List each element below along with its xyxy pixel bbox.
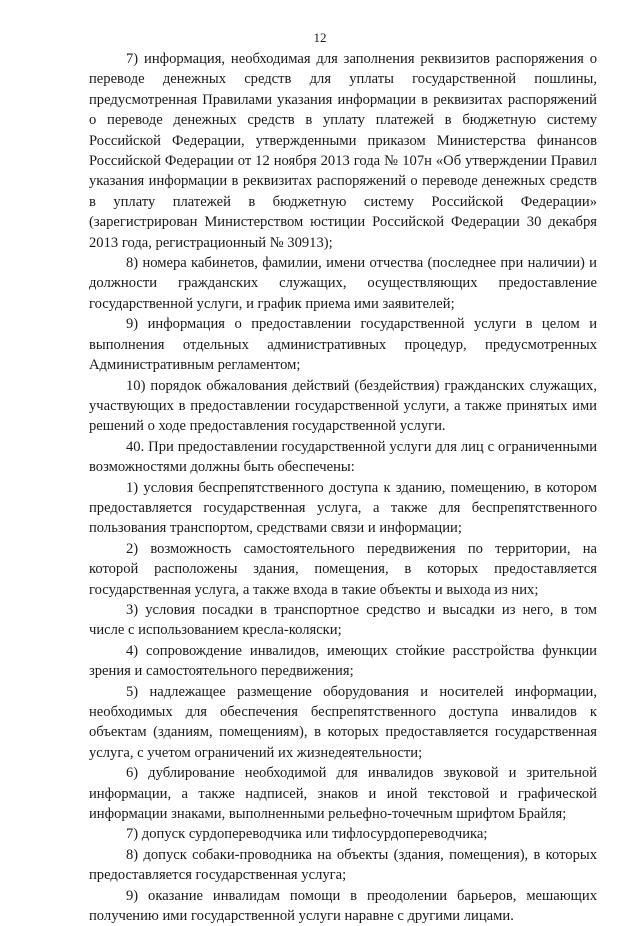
paragraph-item-10-appeal-procedure: 10) порядок обжалования действий (бездействия) гражданских служащих, участвующих в предоставлении государственной услуги, а также принятых ими решений о ходе предоставления государственной услуги.: [89, 377, 597, 435]
paragraph-access-4: 4) сопровождение инвалидов, имеющих стойкие расстройства функции зрения и самостоятельного передвижения;: [89, 642, 597, 680]
page-number: 12: [313, 30, 327, 45]
paragraph-access-7: 7) допуск сурдопереводчика или тифлосурдопереводчика;: [126, 826, 488, 843]
paragraph-item-7-payment-details: 7) информация, необходимая для заполнения реквизитов распоряжения о переводе денежных средств для уплаты государственной пошлины, предусмотренная Правилами указания информации в реквизитах распоряжений о переводе денежных средств в уплату платежей в бюджетную систему Российской Федерации, утвержденными приказом Министерства финансов Российской Федерации от 12 ноября 2013 года № 107н «Об утверждении Правил указания информации в реквизитах распоряжений о переводе денежных средств в уплату платежей в бюджетную систему Российской Федерации» (зарегистрирован Министерством юстиции Российской Федерации 30 декабря 2013 года, регистрационный № 30913);: [89, 51, 597, 251]
paragraph-access-9: 9) оказание инвалидам помощи в преодолении барьеров, мешающих получению ими государственной услуги наравне с другими лицами.: [89, 887, 597, 925]
document-body: [89, 49, 597, 926]
paragraph-access-5: 5) надлежащее размещение оборудования и носителей информации, необходимых для обеспечения беспрепятственного доступа инвалидов к объектам (зданиям, помещениям), в которых предоставляется государственная услуга, с учетом ограничений их жизнедеятельности;: [89, 683, 597, 761]
paragraph-clause-40: 40. При предоставлении государственной услуги для лиц с ограниченными возможностями должны быть обеспечены:: [89, 438, 597, 476]
paragraph-access-6: 6) дублирование необходимой для инвалидов звуковой и зрительной информации, а также надписей, знаков и иной текстовой и графической информации знаками, выполненными рельефно-точечным шрифтом Брайля;: [89, 765, 597, 823]
paragraph-access-8: 8) допуск собаки-проводника на объекты (здания, помещения), в которых предоставляется государственная услуга;: [89, 846, 597, 884]
paragraph-access-1: 1) условия беспрепятственного доступа к зданию, помещению, в котором предоставляется государственная услуга, а также для беспрепятственного пользования транспортом, средствами связи и информации;: [89, 479, 597, 537]
paragraph-item-8-staff-schedule: 8) номера кабинетов, фамилии, имени отчества (последнее при наличии) и должности гражданских служащих, осуществляющих предоставление государственной услуги, и график приема ими заявителей;: [89, 255, 597, 312]
paragraph-item-9-procedures-info: 9) информация о предоставлении государственной услуги в целом и выполнения отдельных административных процедур, предусмотренных Административным регламентом;: [89, 316, 597, 374]
paragraph-access-3: 3) условия посадки в транспортное средство и высадки из него, в том числе с использованием кресла-коляски;: [89, 601, 597, 639]
paragraph-access-2: 2) возможность самостоятельного передвижения по территории, на которой расположены здания, помещения, в которых предоставляется государственная услуга, а также входа в такие объекты и выхода из них;: [89, 540, 597, 598]
